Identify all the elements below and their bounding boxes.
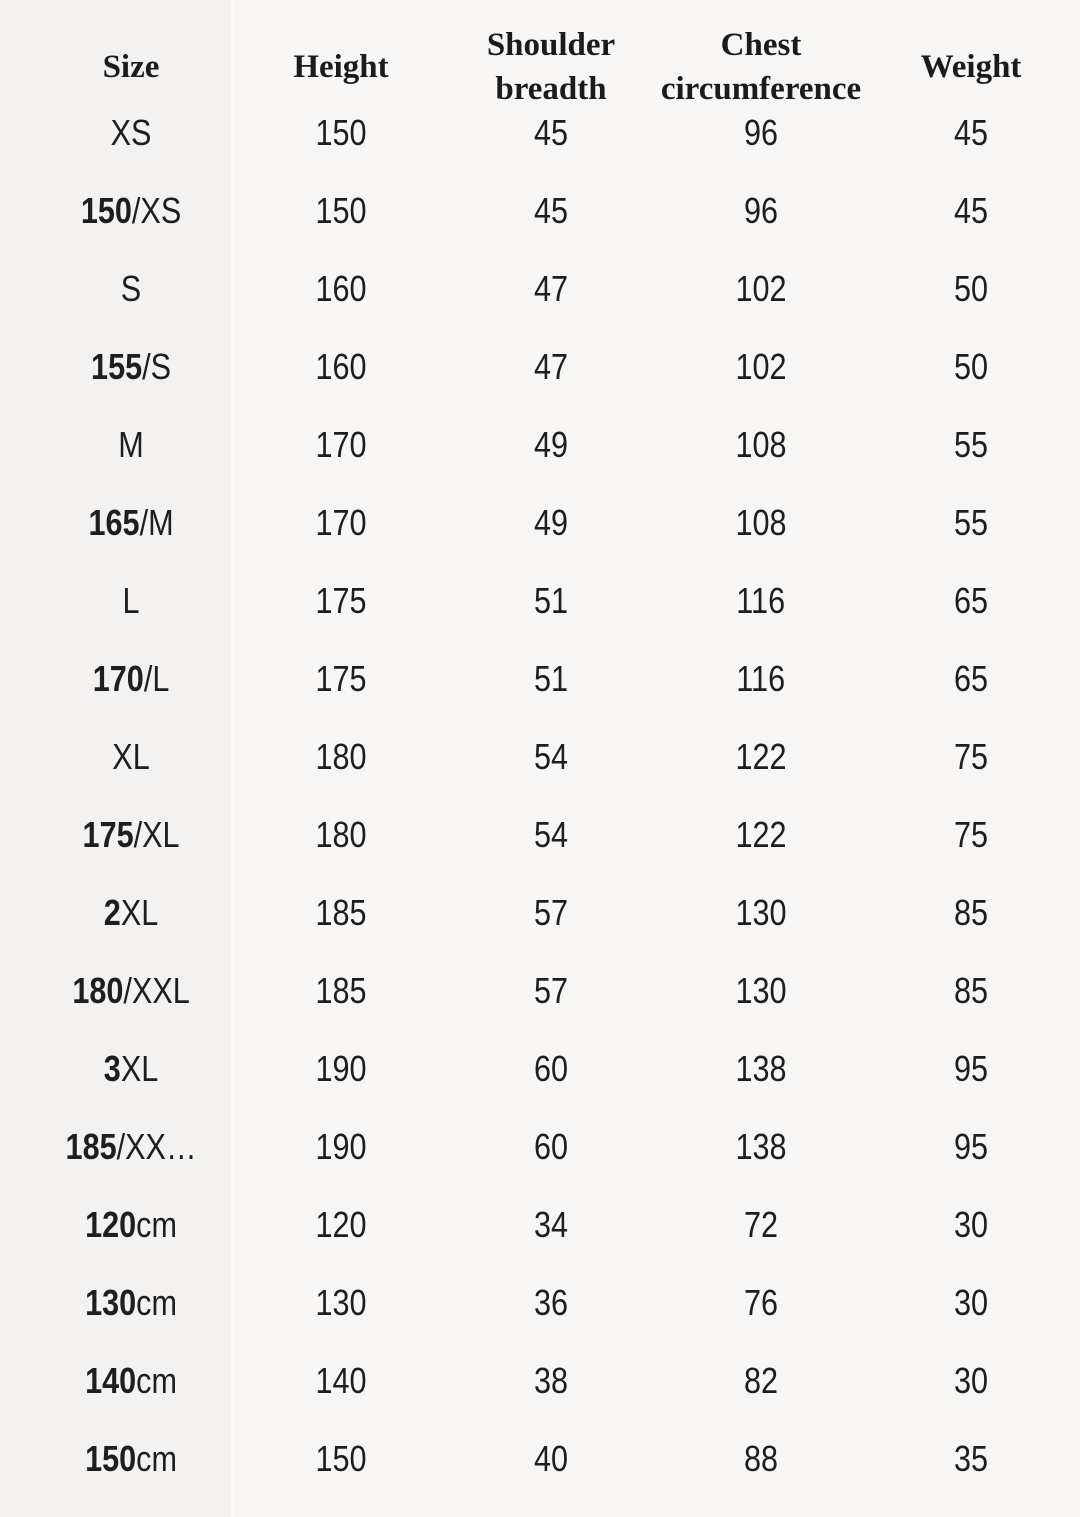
table-body [26, 94, 1076, 1498]
cell-chest: 102 [735, 346, 787, 387]
table-row [26, 172, 1076, 250]
cell-height: 185 [315, 970, 367, 1011]
cell-chest: 88 [743, 1438, 779, 1479]
cell-weight: 50 [953, 346, 989, 387]
cell-size: 3XL [103, 1048, 159, 1089]
cell-size: 140cm [85, 1360, 177, 1401]
cell-size: 175/XL [82, 814, 180, 855]
cell-height: 180 [315, 814, 367, 855]
cell-height: 170 [315, 502, 367, 543]
cell-weight: 95 [953, 1126, 989, 1167]
cell-height: 185 [315, 892, 367, 933]
cell-size: 155/S [91, 346, 171, 387]
cell-chest: 122 [735, 736, 787, 777]
cell-chest: 116 [736, 580, 786, 621]
cell-size: 2XL [103, 892, 159, 933]
column-header-size: Size [102, 49, 160, 85]
cell-height: 120 [315, 1204, 367, 1245]
table-row [26, 1264, 1076, 1342]
cell-size: 150/XS [80, 190, 182, 231]
cell-weight: 30 [953, 1282, 989, 1323]
table-row [26, 1186, 1076, 1264]
cell-shoulder: 60 [533, 1048, 569, 1089]
cell-height: 150 [315, 1438, 367, 1479]
cell-weight: 65 [953, 658, 989, 699]
cell-shoulder: 57 [533, 892, 569, 933]
cell-chest: 122 [735, 814, 787, 855]
cell-size: M [118, 424, 144, 465]
cell-shoulder: 45 [533, 190, 569, 231]
cell-height: 160 [315, 268, 367, 309]
cell-height: 175 [315, 580, 367, 621]
cell-shoulder: 38 [533, 1360, 569, 1401]
cell-height: 140 [315, 1360, 367, 1401]
table-row [26, 874, 1076, 952]
table-row [26, 1342, 1076, 1420]
table-row [26, 406, 1076, 484]
cell-shoulder: 47 [533, 268, 569, 309]
cell-size: 165/M [88, 502, 174, 543]
cell-weight: 55 [953, 502, 989, 543]
cell-weight: 85 [953, 970, 989, 1011]
cell-chest: 138 [735, 1048, 787, 1089]
cell-weight: 35 [953, 1438, 989, 1479]
cell-height: 150 [315, 112, 367, 153]
cell-shoulder: 49 [533, 502, 569, 543]
column-header-weight: Weight [920, 49, 1022, 85]
cell-size: 120cm [85, 1204, 177, 1245]
cell-chest: 130 [735, 970, 787, 1011]
column-header-shoulder-breadth: Shoulder breadth [486, 27, 616, 107]
cell-size: S [120, 268, 142, 309]
cell-weight: 55 [953, 424, 989, 465]
cell-chest: 82 [743, 1360, 779, 1401]
cell-weight: 85 [953, 892, 989, 933]
cell-shoulder: 51 [533, 658, 569, 699]
cell-weight: 45 [953, 112, 989, 153]
cell-weight: 65 [953, 580, 989, 621]
cell-height: 190 [315, 1048, 367, 1089]
table-row [26, 796, 1076, 874]
table-row [26, 328, 1076, 406]
cell-size: 170/L [92, 658, 170, 699]
cell-chest: 108 [735, 502, 787, 543]
cell-shoulder: 51 [533, 580, 569, 621]
cell-shoulder: 34 [533, 1204, 569, 1245]
cell-chest: 130 [735, 892, 787, 933]
table-row [26, 640, 1076, 718]
cell-chest: 138 [735, 1126, 787, 1167]
table-row [26, 94, 1076, 172]
cell-height: 190 [315, 1126, 367, 1167]
cell-shoulder: 49 [533, 424, 569, 465]
cell-shoulder: 47 [533, 346, 569, 387]
table-row [26, 718, 1076, 796]
cell-weight: 75 [953, 736, 989, 777]
cell-chest: 72 [743, 1204, 779, 1245]
cell-shoulder: 36 [533, 1282, 569, 1323]
table-row [26, 1030, 1076, 1108]
cell-chest: 116 [736, 658, 786, 699]
cell-height: 170 [315, 424, 367, 465]
table-row [26, 250, 1076, 328]
table-row [26, 952, 1076, 1030]
cell-weight: 95 [953, 1048, 989, 1089]
cell-weight: 45 [953, 190, 989, 231]
cell-height: 175 [315, 658, 367, 699]
cell-size: 185/XX… [65, 1126, 197, 1167]
table-row [26, 562, 1076, 640]
cell-shoulder: 45 [533, 112, 569, 153]
cell-size: XL [112, 736, 150, 777]
cell-size: 180/XXL [72, 970, 190, 1011]
cell-weight: 75 [953, 814, 989, 855]
cell-size: 150cm [85, 1438, 177, 1479]
cell-height: 160 [315, 346, 367, 387]
table-row [26, 1420, 1076, 1498]
cell-weight: 30 [953, 1204, 989, 1245]
column-header-chest-circumference: Chest circumference [660, 27, 862, 107]
cell-weight: 50 [953, 268, 989, 309]
cell-size: 130cm [85, 1282, 177, 1323]
cell-chest: 108 [735, 424, 787, 465]
cell-size: L [122, 580, 140, 621]
cell-weight: 30 [953, 1360, 989, 1401]
cell-shoulder: 60 [533, 1126, 569, 1167]
cell-shoulder: 57 [533, 970, 569, 1011]
cell-chest: 102 [735, 268, 787, 309]
table-row [26, 484, 1076, 562]
cell-chest: 96 [743, 112, 779, 153]
cell-shoulder: 54 [533, 736, 569, 777]
cell-shoulder: 54 [533, 814, 569, 855]
cell-height: 150 [315, 190, 367, 231]
cell-chest: 76 [743, 1282, 779, 1323]
cell-chest: 96 [743, 190, 779, 231]
cell-height: 180 [315, 736, 367, 777]
cell-height: 130 [315, 1282, 367, 1323]
column-header-height: Height [293, 49, 389, 85]
cell-shoulder: 40 [533, 1438, 569, 1479]
table-row [26, 1108, 1076, 1186]
cell-size: XS [110, 112, 152, 153]
